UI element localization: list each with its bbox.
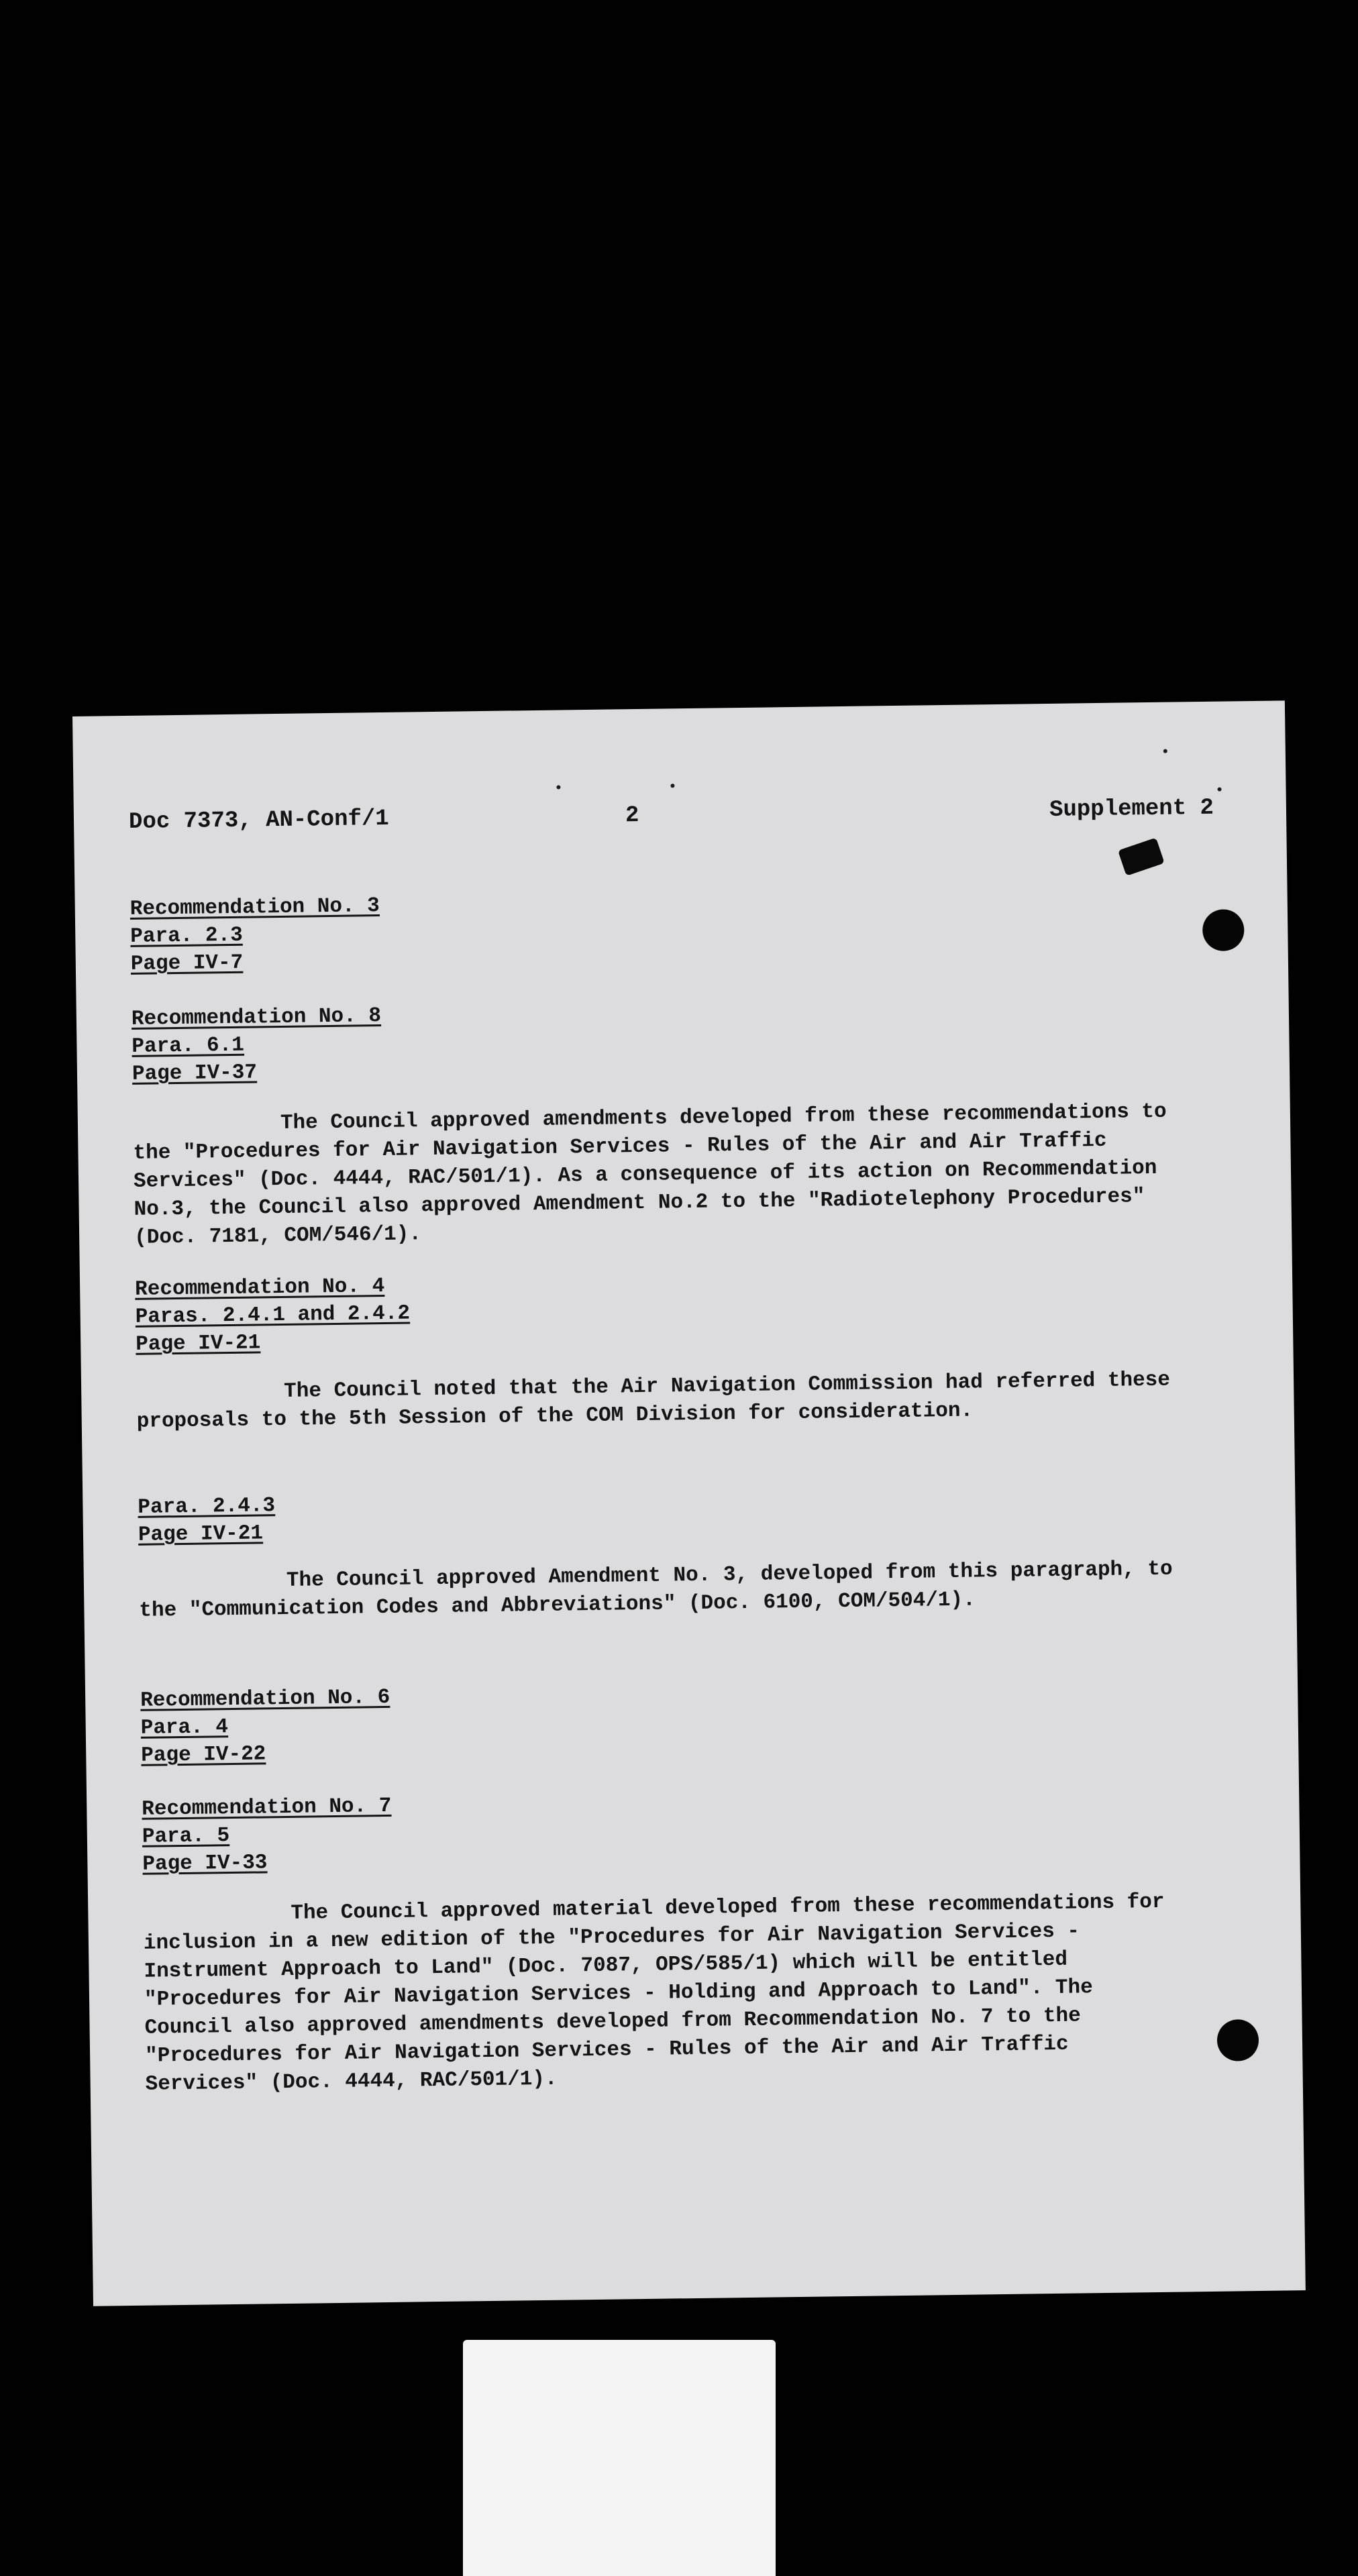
rec4-para: Paras. 2.4.1 and 2.4.2 (135, 1301, 411, 1329)
rec3-title: Recommendation No. 3 (129, 894, 380, 921)
doc-reference: Doc 7373, AN-Conf/1 (128, 806, 389, 835)
rec3-page: Page IV-7 (130, 951, 244, 976)
supplement-label: Supplement 2 (1049, 795, 1214, 823)
rec3-reference-block (130, 892, 381, 978)
rec6-reference-block (140, 1684, 391, 1770)
rec7-page: Page IV-33 (142, 1851, 268, 1876)
rec7-title: Recommendation No. 7 (142, 1794, 392, 1821)
para243-para: Para. 2.4.3 (138, 1494, 276, 1519)
scan-speck (556, 785, 560, 789)
rec8-body-paragraph: The Council approved amendments developed from these recommendations to the "Procedures for Air Navigation Services - Rules of the Air and Air Traffic Services" (Doc. 4444, RAC/501/1). As a consequence of its action on Recommendation No.3, the Council also approved Amendment No.2 to the "Radiotelephony Procedures" (Doc. 7181, COM/546/1). (133, 1099, 1167, 1250)
para243-reference-block (138, 1492, 276, 1549)
rec8-title: Recommendation No. 8 (131, 1004, 382, 1031)
rec4-page: Page IV-21 (136, 1331, 261, 1356)
dark-tab-mark (1118, 838, 1165, 876)
rec4-body-paragraph: The Council noted that the Air Navigation Commission had referred these proposals to the 5th Session of the COM Division for consideration. (136, 1368, 1171, 1434)
rec8-reference-block (132, 1002, 382, 1088)
rec6-title: Recommendation No. 6 (140, 1685, 390, 1713)
rec8-para: Para. 6.1 (132, 1033, 245, 1059)
rec6-page: Page IV-22 (141, 1742, 266, 1768)
para243-body-paragraph: The Council approved Amendment No. 3, developed from this paragraph, to the "Communication Codes and Abbreviations" (Doc. 6100, COM/504/1). (139, 1557, 1173, 1623)
punch-hole-bottom (1217, 2019, 1259, 2061)
rec7-reference-block (142, 1792, 393, 1878)
document-page (72, 700, 1306, 2306)
rec8-page: Page IV-37 (132, 1061, 258, 1086)
rec4-reference-block (135, 1272, 411, 1358)
scan-speck (670, 784, 674, 788)
page-number: 2 (625, 802, 639, 829)
punch-hole-top (1202, 909, 1245, 951)
rec4-title: Recommendation No. 4 (134, 1274, 385, 1301)
scan-speck (1218, 788, 1222, 792)
scan-speck (1163, 749, 1167, 753)
rec3-para: Para. 2.3 (130, 923, 243, 949)
para243-page: Page IV-21 (138, 1521, 264, 1547)
rec7-para: Para. 5 (142, 1824, 230, 1849)
blank-label-card (463, 2340, 776, 2576)
rec7-body-paragraph: The Council approved material developed from these recommendations for inclusion in a new edition of the "Procedures for Air Navigation Services - Instrument Approach to Land" (Doc. 7087, OPS/585/1) which will be entitled "Procedures for Air Navigation Services - Holding and Approach to Land". The Council also approved amendments developed from Recommendation No. 7 to the "Procedures for Air Navigation Services - Rules of the Air and Air Traffic Services" (Doc. 4444, RAC/501/1). (143, 1890, 1165, 2096)
rec6-para: Para. 4 (140, 1715, 229, 1740)
